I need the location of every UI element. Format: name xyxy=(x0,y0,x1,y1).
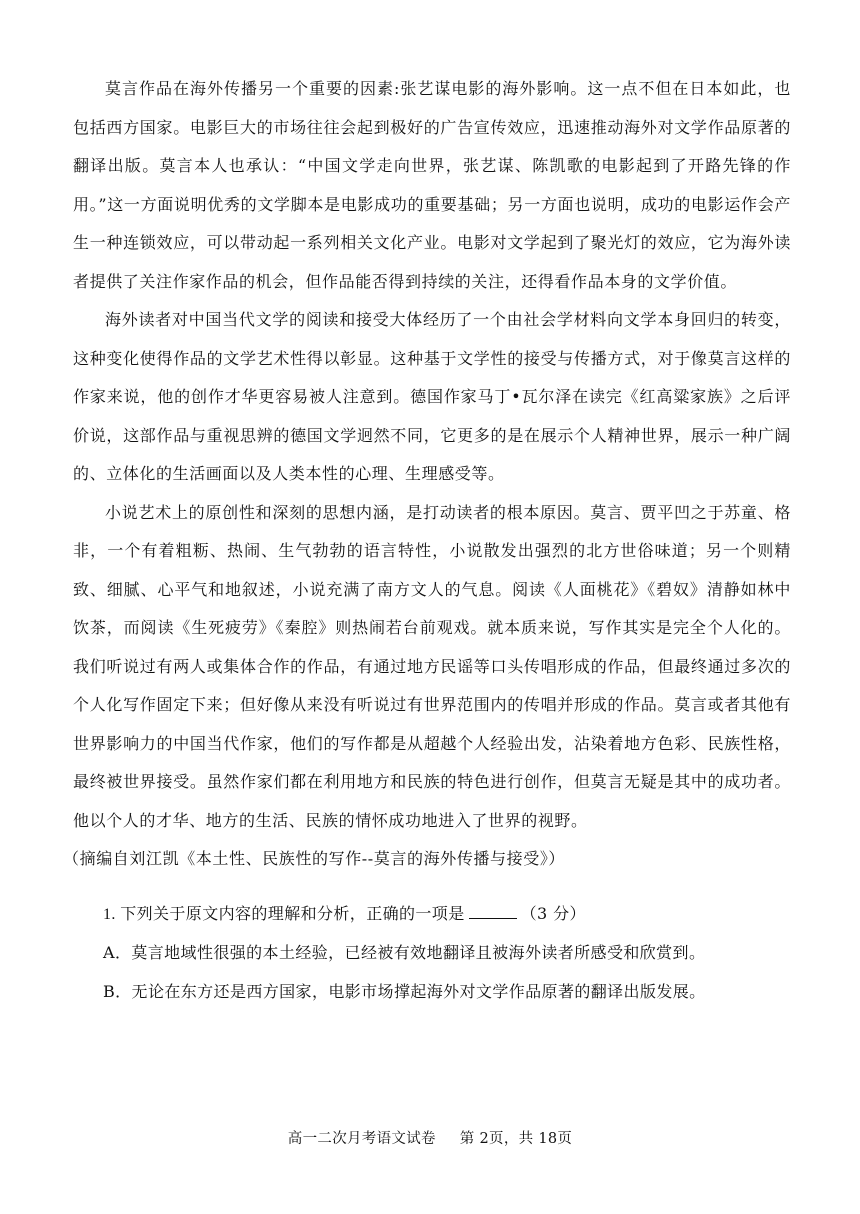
page-footer xyxy=(0,1127,860,1148)
source-citation: （摘编自刘江凯《本土性、民族性的写作--莫言的海外传播与接受》） xyxy=(63,849,566,868)
question-1 xyxy=(73,895,791,1012)
paragraph-1: 莫言作品在海外传播另一个重要的因素:张艺谋电影的海外影响。这一点不但在日本如此，也包括西方国家。电影巨大的市场往往会起到极好的广告宣传效应，迅速推动海外对文学作品原著的翻译出版。莫言本人也承认：“中国文学走向世界，张艺谋、陈凯歌的电影起到了开路先锋的作用。”这一方面说明优秀的文学脚本是电影成功的重要基础；另一方面也说明，成功的电影运作会产生一种连锁效应，可以带动起一系列相关文化产业。电影对文学起到了聚光灯的效应，它为海外读者提供了关注作家作品的机会，但作品能否得到持续的关注，还得看作品本身的文学价值。 xyxy=(73,79,791,291)
question-stem-text: 1. 下列关于原文内容的理解和分析，正确的一项是 xyxy=(103,905,465,923)
option-b: B．无论在东方还是西方国家，电影市场撑起海外对文学作品原著的翻译出版发展。 xyxy=(103,981,706,1001)
article-body xyxy=(63,70,791,1011)
page-number: 第 2页，共 18页 xyxy=(459,1131,573,1147)
paragraph-2: 海外读者对中国当代文学的阅读和接受大体经历了一个由社会学材料向文学本身回归的转变，这种变化使得作品的文学艺术性得以彰显。这种基于文学性的接受与传播方式，对于像莫言这样的作家来说，他的创作才华更容易被人注意到。德国作家马丁•瓦尔泽在读完《红高粱家族》之后评价说，这部作品与重视思辨的德国文学迥然不同，它更多的是在展示个人精神世界，展示一种广阔的、立体化的生活画面以及人类本性的心理、生理感受等。 xyxy=(73,310,791,483)
option-a: A．莫言地域性很强的本土经验，已经被有效地翻译且被海外读者所感受和欣赏到。 xyxy=(103,943,706,962)
question-score: （3 分） xyxy=(520,903,586,923)
answer-blank xyxy=(469,904,517,919)
paragraph-3: 小说艺术上的原创性和深刻的思想内涵，是打动读者的根本原因。莫言、贾平凹之于苏童、格非，一个有着粗粝、热闹、生气勃勃的语言特性，小说散发出强烈的北方世俗味道；另一个则精致、细腻、心平气和地叙述，小说充满了南方文人的气息。阅读《人面桃花》《碧奴》清静如林中饮茶，而阅读《生死疲劳》《秦腔》则热闹若台前观戏。就本质来说，写作其实是完全个人化的。我们听说过有两人或集体合作的作品，有通过地方民谣等口头传唱形成的作品，但最终通过多次的个人化写作固定下来；但好像从来没有听说过有世界范围内的传唱并形成的作品。莫言或者其他有世界影响力的中国当代作家，他们的写作都是从超越个人经验出发，沾染着地方色彩、民族性格，最终被世界接受。虽然作家们都在利用地方和民族的特色进行创作，但莫言无疑是其中的成功者。他以个人的才华、地方的生活、民族的情怀成功地进入了世界的视野。 xyxy=(73,502,791,830)
exam-title: 高一二次月考语文试卷 xyxy=(287,1131,436,1147)
question-stem xyxy=(73,895,791,935)
